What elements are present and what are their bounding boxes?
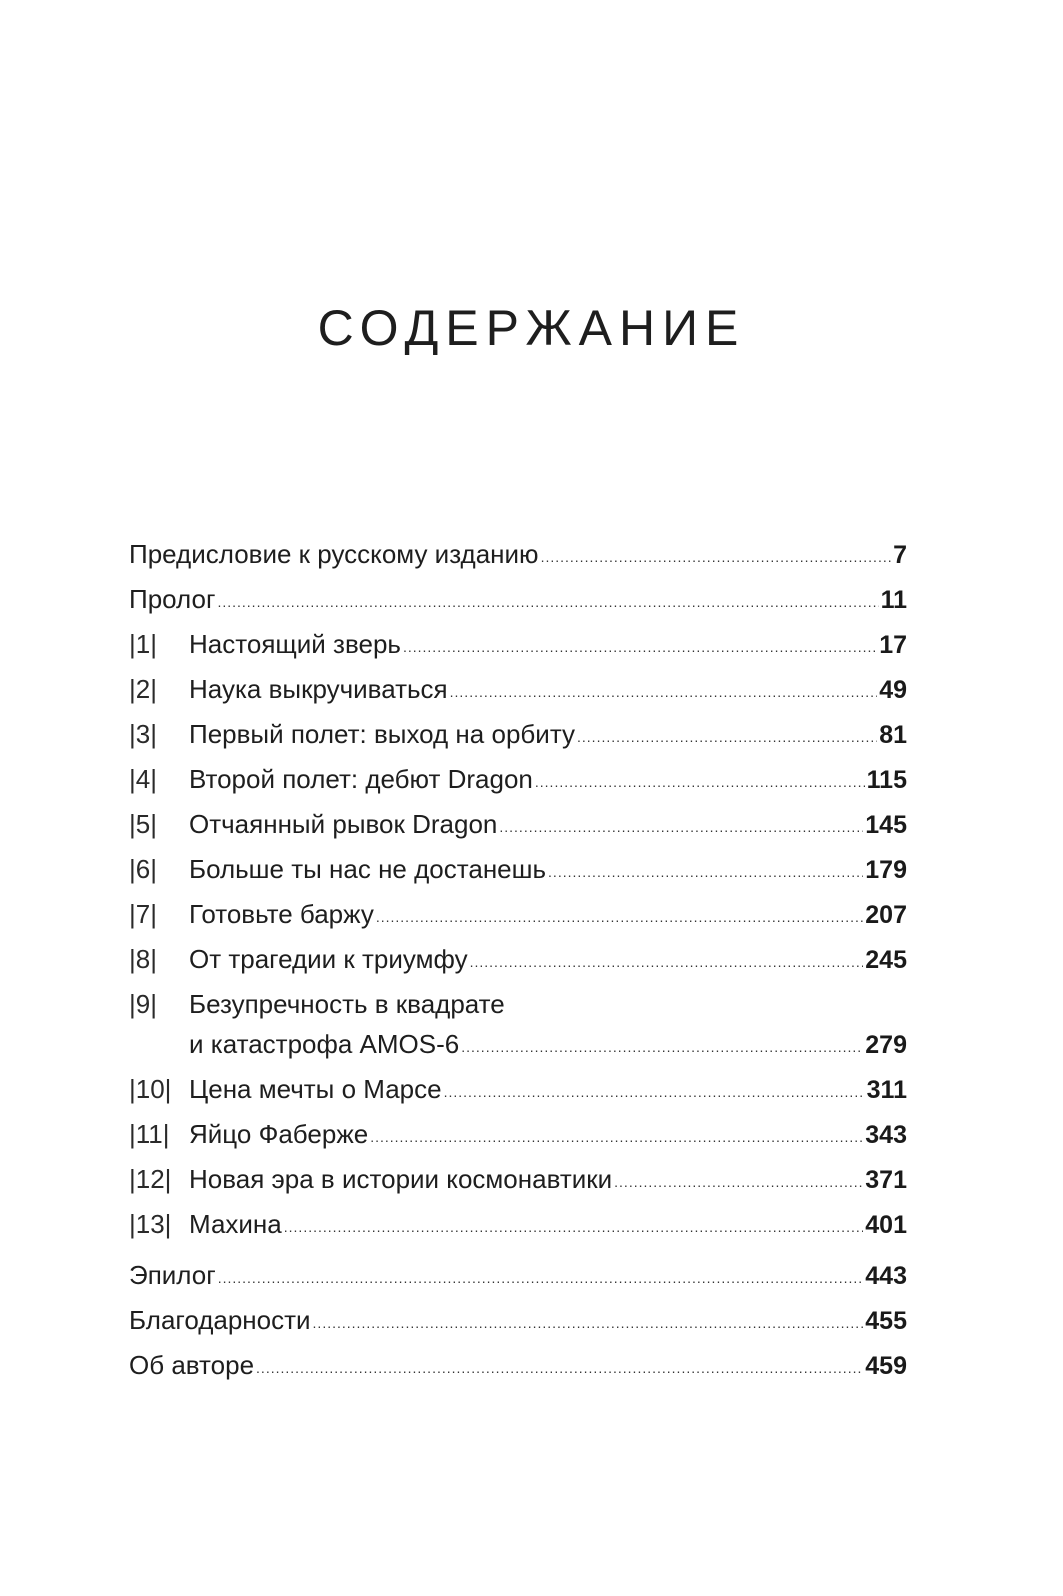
dot-leader: [313, 1305, 864, 1341]
chapter-number: |2|: [129, 674, 157, 704]
toc-entry-chapter-7[interactable]: [129, 896, 907, 941]
toc-page-number: 11: [880, 586, 907, 614]
toc-entry-epilogue[interactable]: [129, 1257, 907, 1302]
toc-entry-chapter-10[interactable]: [129, 1071, 907, 1116]
toc-page-number: 17: [879, 631, 907, 659]
toc-page-number: 455: [865, 1307, 907, 1335]
dot-leader: [548, 854, 863, 890]
toc-entry-label: Второй полет: дебют Dragon: [189, 764, 533, 794]
chapter-number: |11|: [129, 1119, 170, 1149]
dot-leader: [499, 809, 863, 845]
toc-entry-label: Об авторе: [129, 1350, 255, 1380]
toc-page-number: 7: [893, 541, 907, 569]
toc-entry-prologue[interactable]: [129, 581, 907, 626]
toc-entry-label: Настоящий зверь: [189, 629, 401, 659]
toc-page-number: 49: [879, 676, 907, 704]
toc-page-number: 459: [865, 1352, 907, 1380]
toc-page-number: 145: [865, 811, 907, 839]
dot-leader: [614, 1164, 863, 1200]
dot-leader: [577, 719, 877, 755]
toc-entry-chapter-12[interactable]: [129, 1161, 907, 1206]
toc-entry-chapter-9-line-2[interactable]: [129, 1026, 907, 1071]
toc-entry-chapter-11[interactable]: [129, 1116, 907, 1161]
toc-entry-chapter-4[interactable]: [129, 761, 907, 806]
toc-entry-chapter-9-line-1[interactable]: [129, 986, 907, 1026]
chapter-number: |6|: [129, 854, 157, 884]
toc-entry-chapter-6[interactable]: [129, 851, 907, 896]
toc-page-number: 311: [866, 1076, 907, 1104]
toc-entry-about-author[interactable]: [129, 1347, 907, 1392]
page-title: СОДЕРЖАНИЕ: [317, 300, 746, 356]
dot-leader: [376, 899, 863, 935]
toc-entry-label: Наука выкручиваться: [189, 674, 448, 704]
dot-leader: [370, 1119, 863, 1155]
toc-entry-label: Первый полет: выход на орбиту: [189, 719, 576, 749]
toc-entry-label: Отчаянный рывок Dragon: [189, 809, 498, 839]
toc-entry-label: Больше ты нас не достанешь: [189, 854, 547, 884]
chapter-number: |7|: [129, 899, 157, 929]
toc-page-number: 245: [865, 946, 907, 974]
dot-leader: [450, 674, 878, 710]
toc-entry-label: Пролог: [129, 584, 216, 614]
toc-entry-label: Благодарности: [129, 1305, 311, 1335]
dot-leader: [461, 1029, 863, 1065]
chapter-number: |3|: [129, 719, 157, 749]
chapter-number: |4|: [129, 764, 157, 794]
toc-entry-acknowledgements[interactable]: [129, 1302, 907, 1347]
toc-page-number: 115: [866, 766, 907, 794]
dot-leader: [256, 1350, 863, 1386]
chapter-number: |9|: [129, 989, 157, 1019]
toc-page-number: 371: [865, 1166, 907, 1194]
toc-page-number: 343: [865, 1121, 907, 1149]
chapter-number: |10|: [129, 1074, 172, 1104]
toc-page-number: 179: [865, 856, 907, 884]
toc-page-number: 207: [865, 901, 907, 929]
dot-leader: [218, 1260, 864, 1296]
dot-leader: [541, 539, 892, 575]
dot-leader: [444, 1074, 865, 1110]
toc-entry-chapter-8[interactable]: [129, 941, 907, 986]
toc-entry-label: Яйцо Фаберже: [189, 1119, 369, 1149]
toc-entry-label: Новая эра в истории космонавтики: [189, 1164, 613, 1194]
dot-leader: [535, 764, 865, 800]
chapter-number: |1|: [129, 629, 157, 659]
toc-page-number: 81: [879, 721, 907, 749]
toc-entry-chapter-2[interactable]: [129, 671, 907, 716]
toc-entry-chapter-1[interactable]: [129, 626, 907, 671]
table-of-contents: [129, 536, 907, 1392]
toc-entry-chapter-5[interactable]: [129, 806, 907, 851]
dot-leader: [217, 584, 878, 620]
chapter-number: |12|: [129, 1164, 172, 1194]
toc-entry-label-continued: и катастрофа AMOS-6: [189, 1029, 460, 1059]
toc-entry-foreword[interactable]: [129, 536, 907, 581]
chapter-number: |13|: [129, 1209, 172, 1239]
chapter-number: |5|: [129, 809, 157, 839]
chapter-number: |8|: [129, 944, 157, 974]
toc-entry-label: Эпилог: [129, 1260, 216, 1290]
toc-entry-chapter-3[interactable]: [129, 716, 907, 761]
toc-entry-label: Безупречность в квадрате: [189, 989, 505, 1019]
toc-page-number: 443: [865, 1262, 907, 1290]
dot-leader: [284, 1209, 864, 1245]
dot-leader: [403, 629, 877, 665]
toc-entry-label: Махина: [189, 1209, 282, 1239]
toc-entry-label: Готовьте баржу: [189, 899, 374, 929]
toc-page-number: 401: [865, 1211, 907, 1239]
toc-entry-chapter-13[interactable]: [129, 1206, 907, 1251]
toc-entry-label: Предисловие к русскому изданию: [129, 539, 539, 569]
toc-entry-label: Цена мечты о Марсе: [189, 1074, 442, 1104]
dot-leader: [470, 944, 864, 980]
toc-page-number: 279: [865, 1031, 907, 1059]
toc-entry-label: От трагедии к триумфу: [189, 944, 468, 974]
